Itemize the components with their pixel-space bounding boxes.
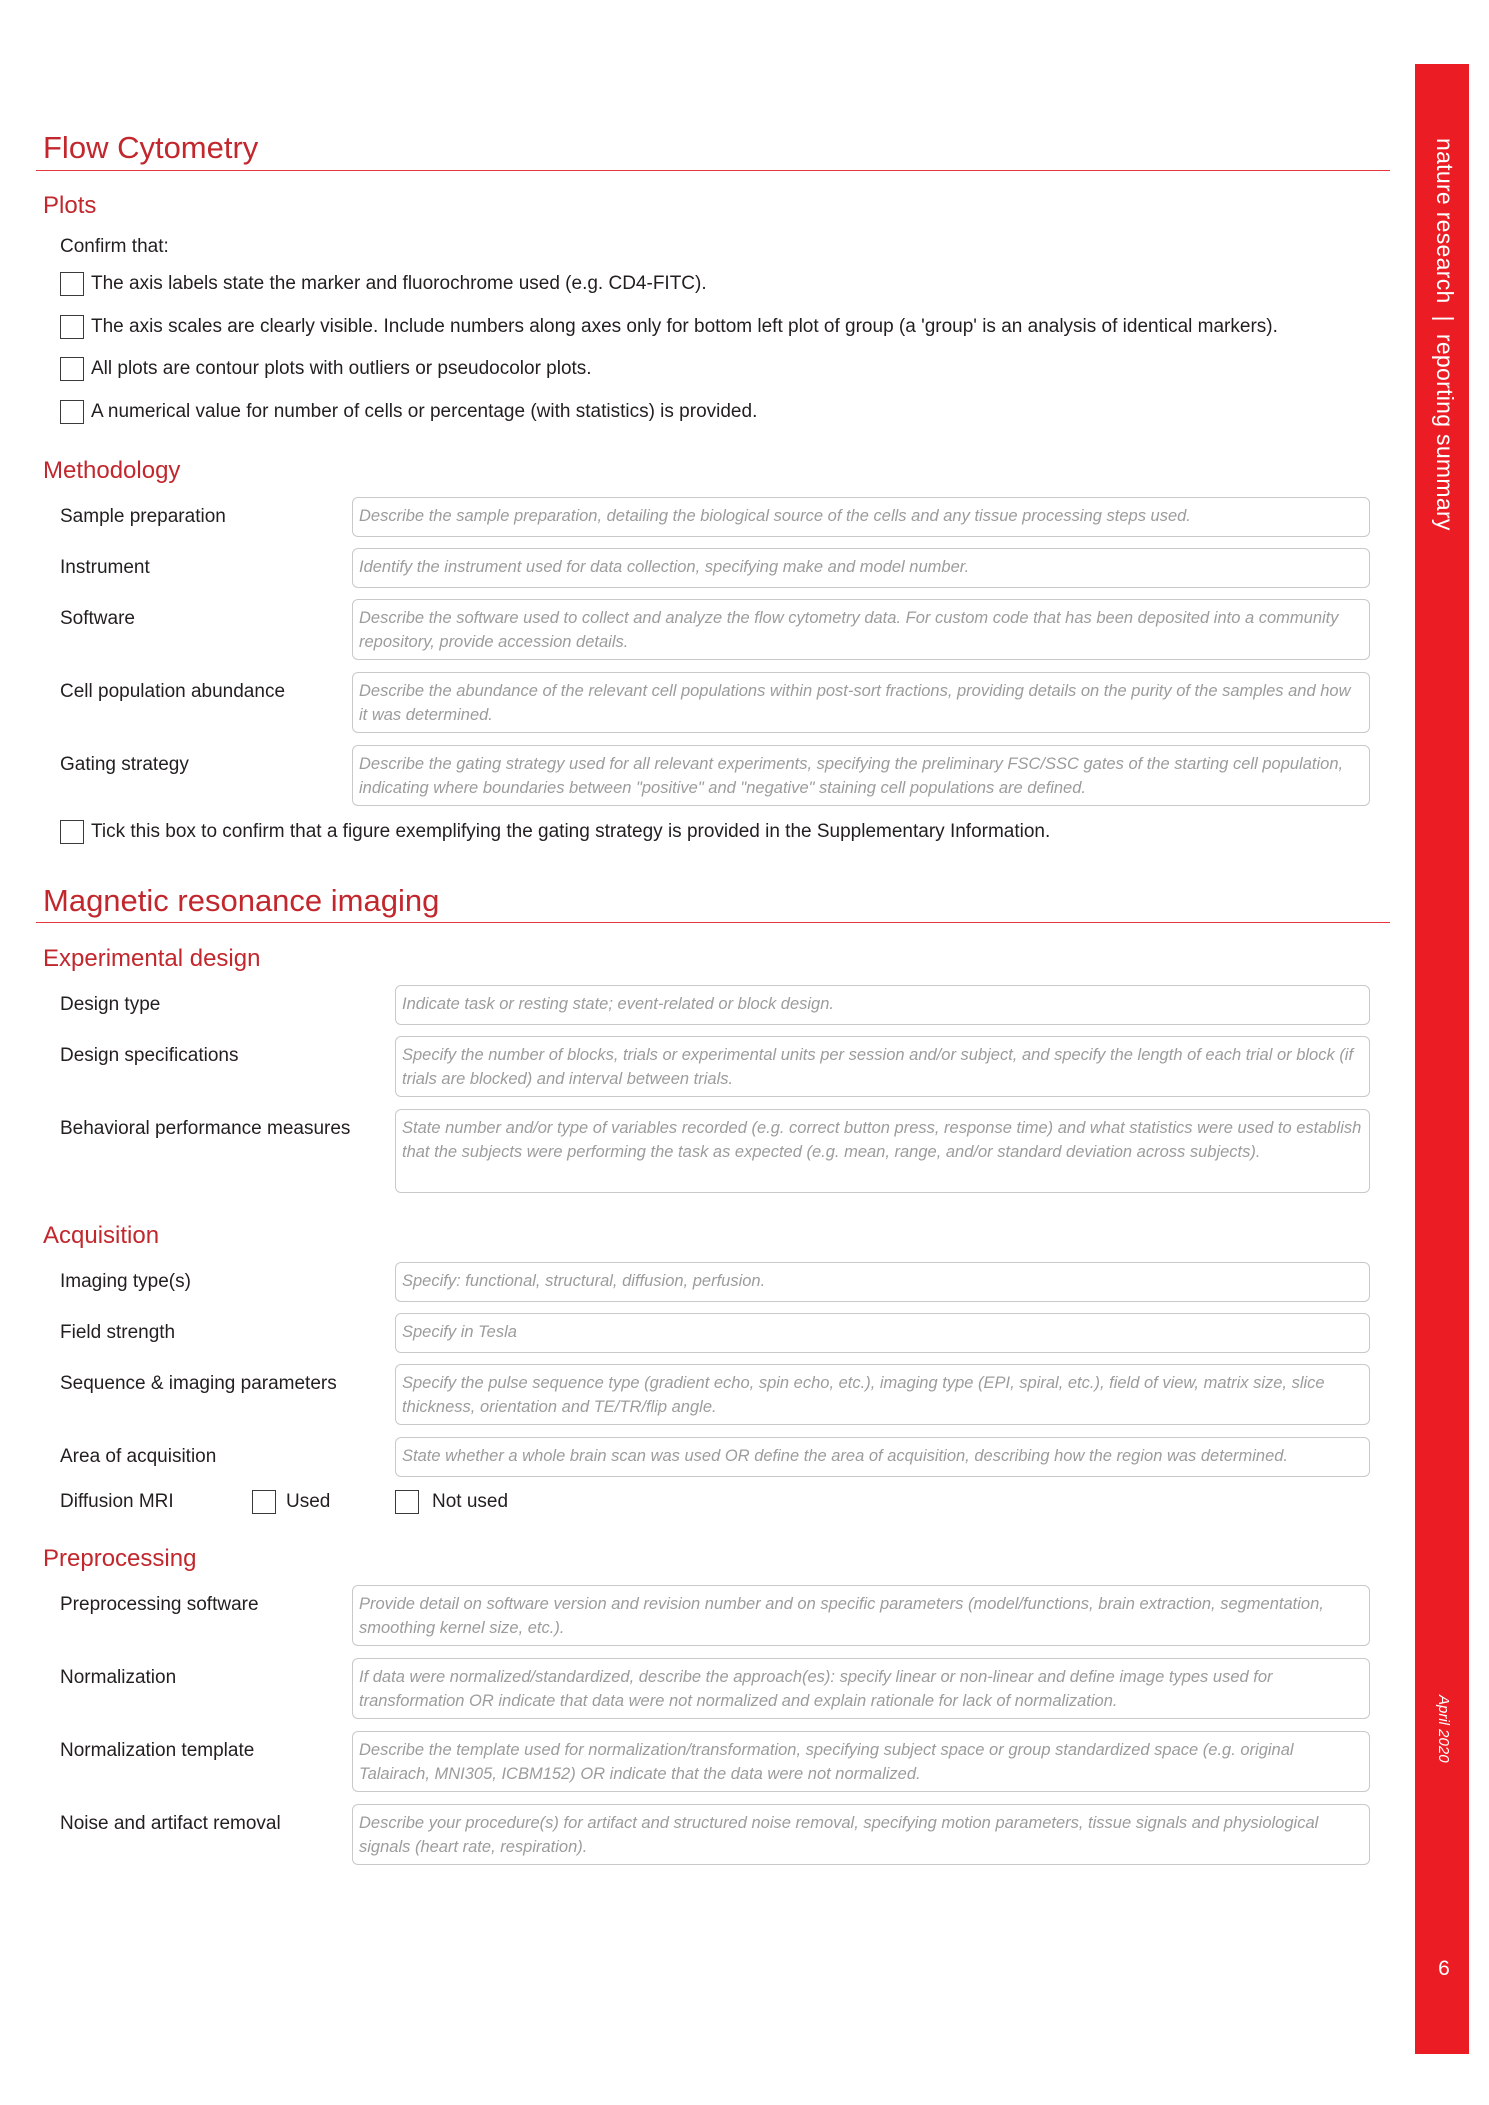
field-label: Noise and artifact removal — [60, 1813, 281, 1834]
subsection-plots: Plots — [43, 192, 97, 219]
cell-population-abundance-field[interactable]: Describe the abundance of the relevant cell populations within post-sort fractions, providing details on the purity of the samples and how it was determined. — [352, 672, 1370, 733]
sequence-imaging-parameters-field[interactable]: Specify the pulse sequence type (gradient echo, spin echo, etc.), imaging type (EPI, spiral, etc.), field of view, matrix size, slice thickness, orientation and TE/TR/flip angle. — [395, 1364, 1370, 1425]
checkbox-diffusion-used[interactable] — [252, 1490, 276, 1514]
field-label: Normalization template — [60, 1740, 255, 1761]
checkbox-gating-figure[interactable] — [60, 820, 84, 844]
field-label: Preprocessing software — [60, 1594, 259, 1615]
checkbox-numerical-value[interactable] — [60, 400, 84, 424]
checkbox-diffusion-not-used[interactable] — [395, 1490, 419, 1514]
instrument-field[interactable]: Identify the instrument used for data collection, specifying make and model number. — [352, 548, 1370, 588]
area-of-acquisition-field[interactable]: State whether a whole brain scan was used OR define the area of acquisition, describing how the region was determined. — [395, 1437, 1370, 1477]
normalization-template-field[interactable]: Describe the template used for normalization/transformation, specifying subject space or group standardized space (e.g. original Talairach, MNI305, ICBM152) OR indicate that the data were not normalized. — [352, 1731, 1370, 1792]
gating-strategy-field[interactable]: Describe the gating strategy used for all relevant experiments, specifying the preliminary FSC/SSC gates of the starting cell population, indicating where boundaries between "positive" and "negative" staining cell populations are defined. — [352, 745, 1370, 806]
checkbox-label: The axis labels state the marker and fluorochrome used (e.g. CD4-FITC). — [91, 273, 707, 294]
diffusion-mri-label: Diffusion MRI — [60, 1491, 174, 1512]
brand-name: nature research — [1432, 138, 1458, 304]
field-strength-field[interactable]: Specify in Tesla — [395, 1313, 1370, 1353]
subsection-methodology: Methodology — [43, 457, 181, 484]
design-specifications-field[interactable]: Specify the number of blocks, trials or experimental units per session and/or subject, and specify the length of each trial or block (if trials are blocked) and interval between trials. — [395, 1036, 1370, 1097]
field-label: Field strength — [60, 1322, 176, 1343]
checkbox-label: Tick this box to confirm that a figure exemplifying the gating strategy is provided in the Supplementary Information. — [91, 821, 1051, 842]
field-label: Design specifications — [60, 1045, 239, 1066]
design-type-field[interactable]: Indicate task or resting state; event-related or block design. — [395, 985, 1370, 1025]
preprocessing-software-field[interactable]: Provide detail on software version and revision number and on specific parameters (model/functions, brain extraction, segmentation, smoothing kernel size, etc.). — [352, 1585, 1370, 1646]
checkbox-axis-labels[interactable] — [60, 272, 84, 296]
field-label: Cell population abundance — [60, 681, 286, 702]
field-label: Design type — [60, 994, 161, 1015]
diffusion-not-used-label: Not used — [432, 1491, 509, 1512]
subsection-acquisition: Acquisition — [43, 1222, 160, 1249]
field-label: Instrument — [60, 557, 150, 578]
section-title-mri: Magnetic resonance imaging — [43, 883, 440, 918]
checkbox-label: A numerical value for number of cells or percentage (with statistics) is provided. — [91, 401, 758, 422]
software-field[interactable]: Describe the software used to collect and analyze the flow cytometry data. For custom code that has been deposited into a community repository, provide accession details. — [352, 599, 1370, 660]
checkbox-label: All plots are contour plots with outliers or pseudocolor plots. — [91, 358, 592, 379]
checkbox-label: The axis scales are clearly visible. Include numbers along axes only for bottom left plot of group (a 'group' is an analysis of identical markers). — [91, 316, 1278, 337]
field-label: Software — [60, 608, 135, 629]
section-title-flow-cytometry: Flow Cytometry — [43, 130, 259, 165]
field-label: Sample preparation — [60, 506, 226, 527]
checkbox-axis-scales[interactable] — [60, 315, 84, 339]
checkbox-contour-plots[interactable] — [60, 357, 84, 381]
sample-preparation-field[interactable]: Describe the sample preparation, detailing the biological source of the cells and any tissue processing steps used. — [352, 497, 1370, 537]
journal-brand — [1431, 138, 1458, 531]
section-rule — [36, 170, 1390, 171]
brand-subtitle: reporting summary — [1432, 333, 1458, 531]
subsection-preprocessing: Preprocessing — [43, 1545, 197, 1572]
field-label: Sequence & imaging parameters — [60, 1373, 337, 1394]
section-rule — [36, 922, 1390, 923]
noise-artifact-removal-field[interactable]: Describe your procedure(s) for artifact and structured noise removal, specifying motion parameters, tissue signals and physiological signals (heart rate, respiration). — [352, 1804, 1370, 1865]
normalization-field[interactable]: If data were normalized/standardized, describe the approach(es): specify linear or non-linear and define image types used for transformation OR indicate that data were not normalized and explain rationale for lack of normalization. — [352, 1658, 1370, 1719]
page-number: 6 — [1438, 1957, 1450, 1980]
field-label: Gating strategy — [60, 754, 189, 775]
imaging-type-field[interactable]: Specify: functional, structural, diffusion, perfusion. — [395, 1262, 1370, 1302]
field-label: Area of acquisition — [60, 1446, 217, 1467]
subsection-experimental-design: Experimental design — [43, 945, 261, 972]
field-label: Behavioral performance measures — [60, 1118, 351, 1139]
diffusion-used-label: Used — [286, 1491, 331, 1512]
field-label: Normalization — [60, 1667, 177, 1688]
field-label: Imaging type(s) — [60, 1271, 191, 1292]
brand-separator: | — [1432, 315, 1458, 322]
behavioral-performance-field[interactable]: State number and/or type of variables recorded (e.g. correct button press, response time) and what statistics were used to establish that the subjects were performing the task as expected (e.g. mean, range, and/or standard deviation across subjects). — [395, 1109, 1370, 1193]
confirm-text: Confirm that: — [60, 236, 169, 257]
issue-date: April 2020 — [1435, 1695, 1452, 1763]
